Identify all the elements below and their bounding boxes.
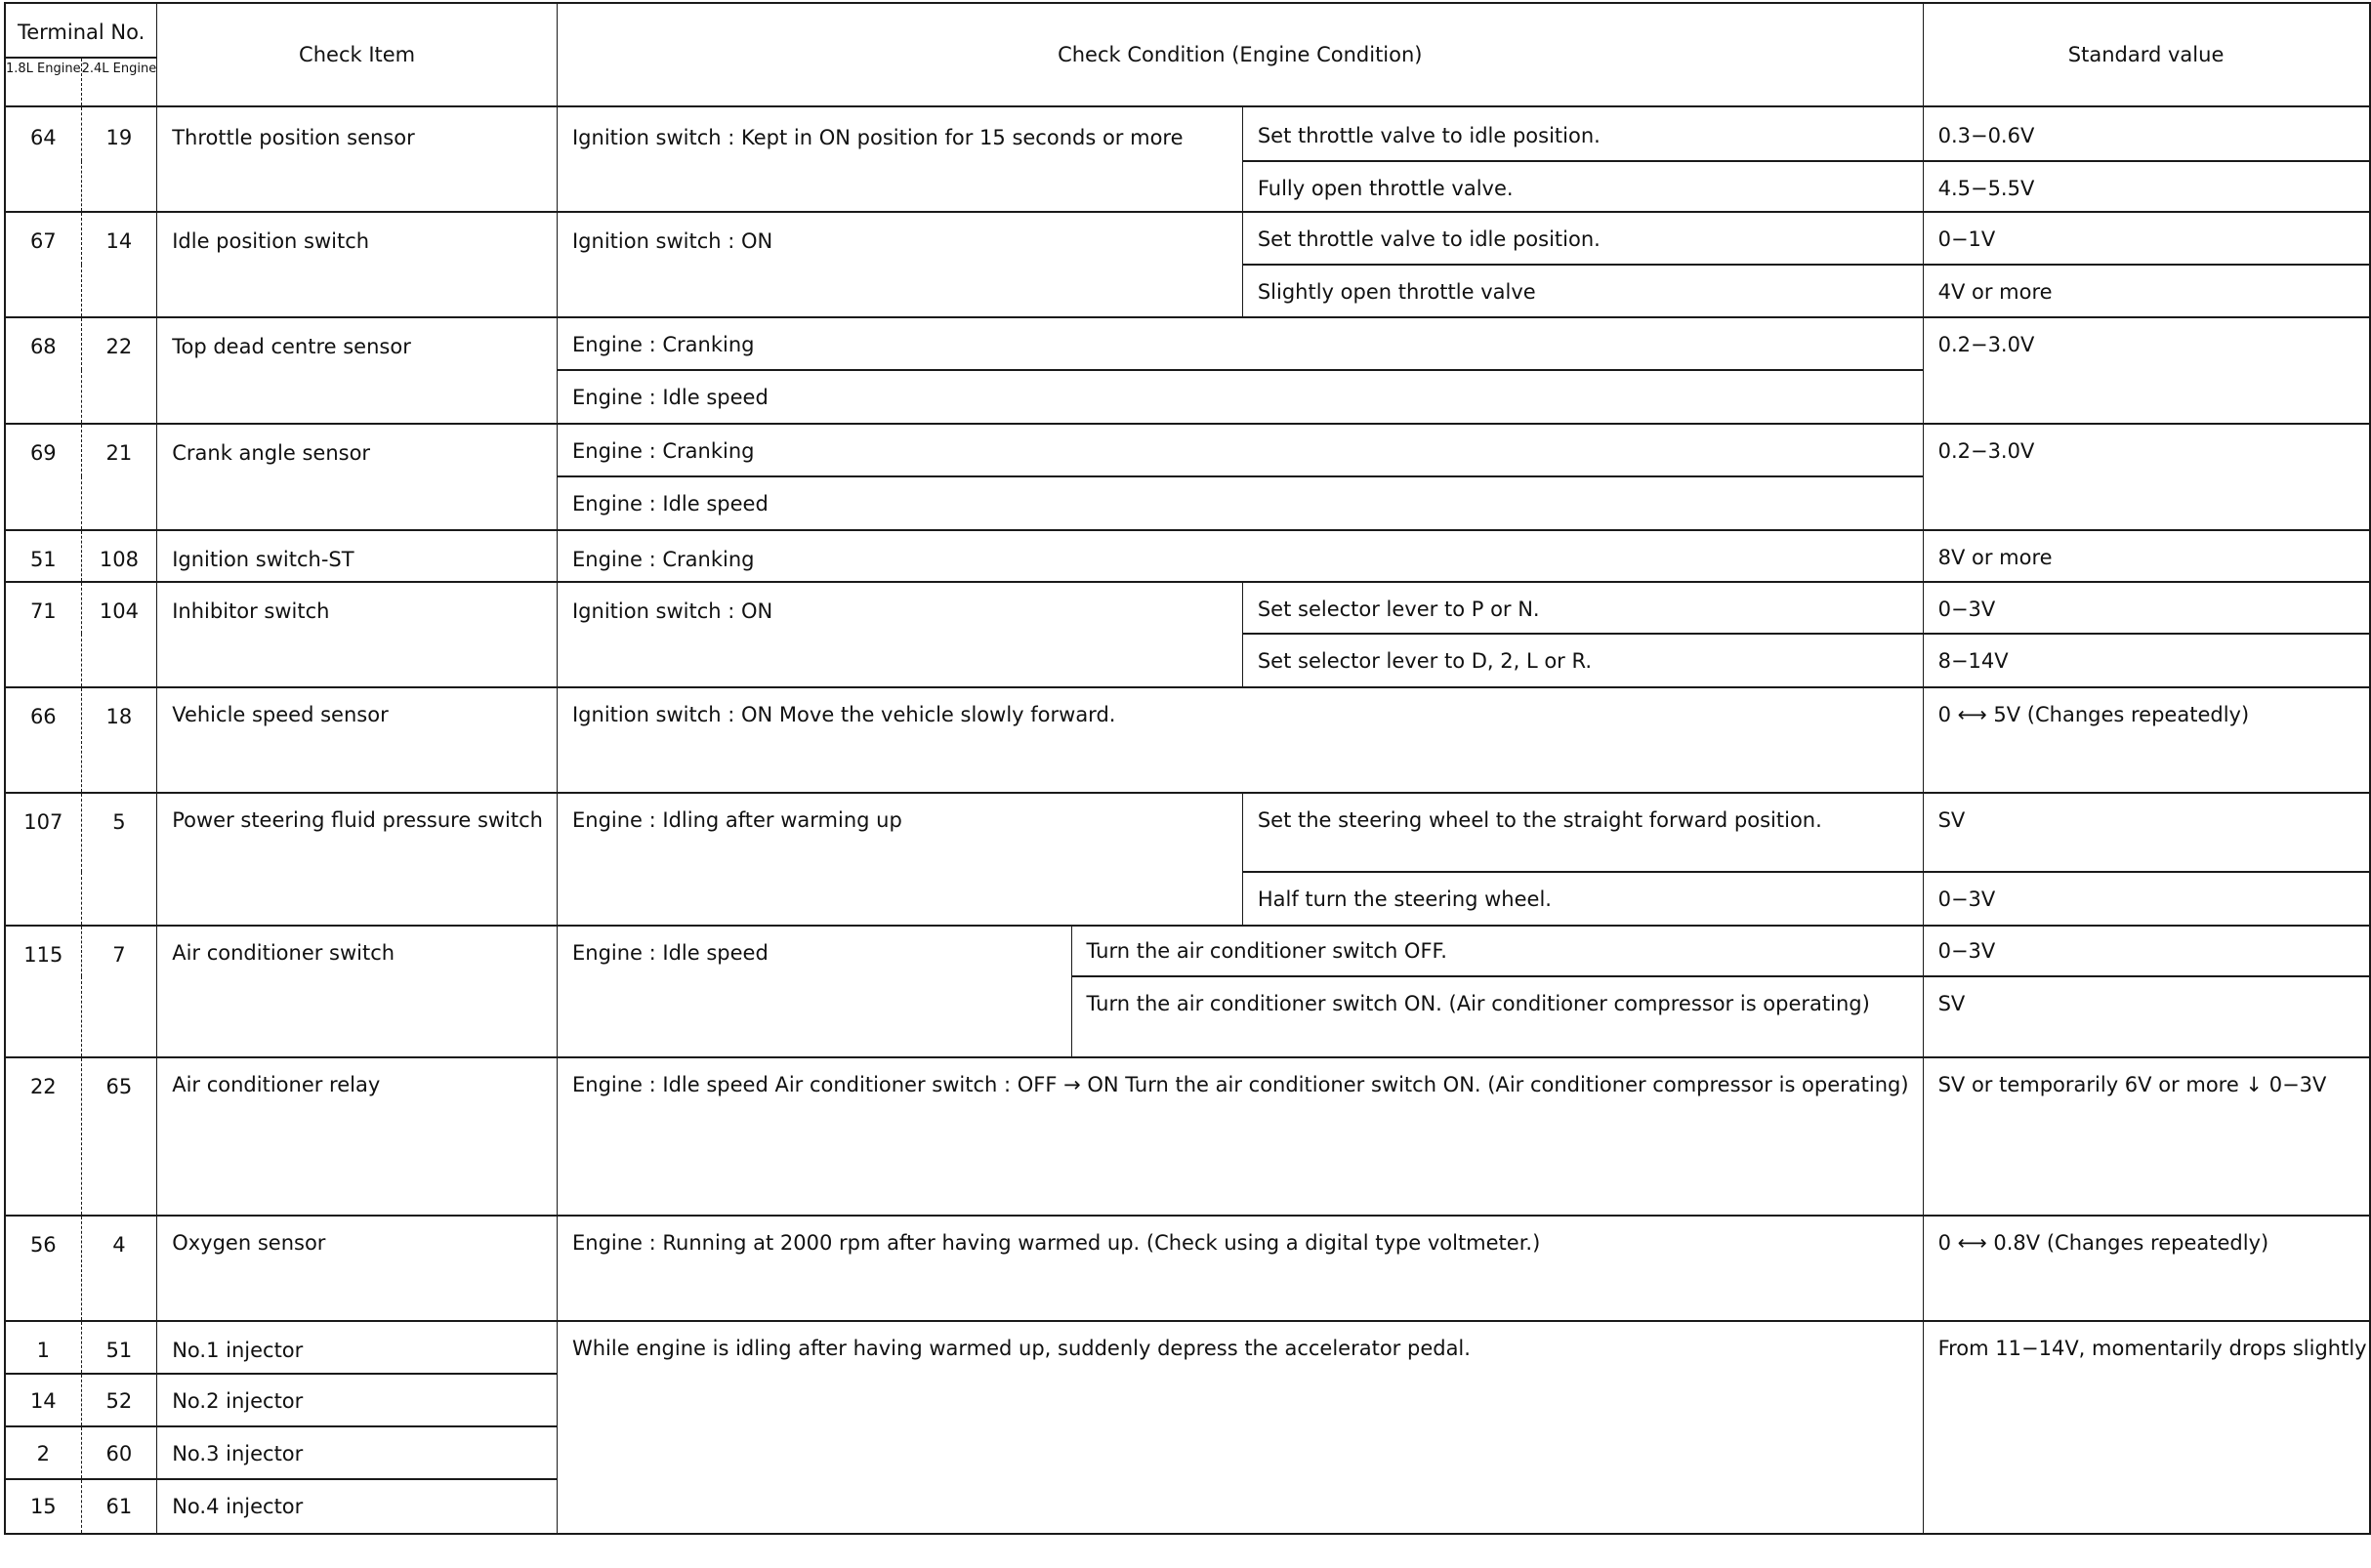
standard-value: 0−3V [1923,872,2370,926]
terminal-1-8l: 68 [5,317,81,424]
check-condition: Engine : Cranking [557,424,1923,476]
standard-value: 0−3V [1923,926,2370,976]
standard-value: 4V or more [1923,265,2370,317]
standard-value: From 11−14V, momentarily drops slightly [1923,1321,2370,1534]
sub-condition: Set selector lever to D, 2, L or R. [1242,634,1923,687]
terminal-voltage-check-table [4,2,2371,1535]
terminal-1-8l: 64 [5,106,81,212]
check-item: Air conditioner switch [157,926,558,1057]
terminal-2-4l: 60 [81,1426,157,1479]
standard-value: SV or temporarily 6V or more ↓ 0−3V [1923,1057,2370,1216]
sub-condition: Turn the air conditioner switch OFF. [1071,926,1923,976]
check-condition: Engine : Idling after warming up [557,793,1242,926]
sub-condition: Turn the air conditioner switch ON. (Air conditioner compressor is operating) [1071,976,1923,1057]
terminal-2-4l: 14 [81,212,157,317]
standard-value: 0.3−0.6V [1923,106,2370,161]
check-item: Top dead centre sensor [157,317,558,424]
check-item: No.3 injector [157,1426,558,1479]
check-condition: While engine is idling after having warmed up, suddenly depress the accelerator pedal. [557,1321,1923,1534]
standard-value: 8−14V [1923,634,2370,687]
check-item: No.2 injector [157,1374,558,1426]
check-condition: Engine : Cranking [557,530,1923,582]
terminal-1-8l: 67 [5,212,81,317]
header-terminal-no: Terminal No. [5,3,157,58]
terminal-2-4l: 52 [81,1374,157,1426]
check-item: Inhibitor switch [157,582,558,687]
sub-condition: Slightly open throttle valve [1242,265,1923,317]
standard-value: 0−3V [1923,582,2370,634]
terminal-1-8l: 15 [5,1479,81,1534]
terminal-2-4l: 5 [81,793,157,926]
header-standard-value: Standard value [1923,3,2370,106]
standard-value: 0.2−3.0V [1923,317,2370,424]
terminal-2-4l: 61 [81,1479,157,1534]
check-condition: Ignition switch : ON [557,212,1242,317]
terminal-2-4l: 21 [81,424,157,530]
sub-condition: Half turn the steering wheel. [1242,872,1923,926]
terminal-1-8l: 66 [5,687,81,793]
terminal-2-4l: 22 [81,317,157,424]
terminal-1-8l: 22 [5,1057,81,1216]
terminal-1-8l: 51 [5,530,81,582]
header-check-item: Check Item [157,3,558,106]
terminal-1-8l: 56 [5,1216,81,1321]
check-condition: Ignition switch : Kept in ON position for 15 seconds or more [557,106,1242,212]
terminal-2-4l: 4 [81,1216,157,1321]
terminal-1-8l: 115 [5,926,81,1057]
check-item: Ignition switch-ST [157,530,558,582]
terminal-2-4l: 65 [81,1057,157,1216]
standard-value: SV [1923,976,2370,1057]
check-item: No.4 injector [157,1479,558,1534]
terminal-2-4l: 19 [81,106,157,212]
check-condition: Ignition switch : ON Move the vehicle slowly forward. [557,687,1923,793]
terminal-1-8l: 107 [5,793,81,926]
check-item: Throttle position sensor [157,106,558,212]
sub-condition: Set the steering wheel to the straight forward position. [1242,793,1923,872]
terminal-1-8l: 71 [5,582,81,687]
sub-condition: Fully open throttle valve. [1242,161,1923,212]
check-item: Vehicle speed sensor [157,687,558,793]
check-item: Air conditioner relay [157,1057,558,1216]
sub-condition: Set throttle valve to idle position. [1242,106,1923,161]
check-item: No.1 injector [157,1321,558,1374]
check-condition: Ignition switch : ON [557,582,1242,687]
terminal-1-8l: 2 [5,1426,81,1479]
terminal-2-4l: 104 [81,582,157,687]
standard-value: 0.2−3.0V [1923,424,2370,530]
check-item: Crank angle sensor [157,424,558,530]
standard-value: 0−1V [1923,212,2370,265]
sub-condition: Set throttle valve to idle position. [1242,212,1923,265]
check-condition: Engine : Idle speed [557,476,1923,530]
standard-value: 0 ⟷ 0.8V (Changes repeatedly) [1923,1216,2370,1321]
terminal-2-4l: 7 [81,926,157,1057]
terminal-1-8l: 1 [5,1321,81,1374]
check-item: Power steering fluid pressure switch [157,793,558,926]
header-engine-1-8l: 1.8L Engine [5,58,81,106]
check-condition: Engine : Idle speed Air conditioner switch : OFF → ON Turn the air conditioner switch ON. (Air conditioner compressor is operating) [557,1057,1923,1216]
standard-value: 4.5−5.5V [1923,161,2370,212]
standard-value: 0 ⟷ 5V (Changes repeatedly) [1923,687,2370,793]
standard-value: 8V or more [1923,530,2370,582]
terminal-1-8l: 69 [5,424,81,530]
check-condition: Engine : Cranking [557,317,1923,370]
header-engine-2-4l: 2.4L Engine [81,58,157,106]
sub-condition: Set selector lever to P or N. [1242,582,1923,634]
check-item: Oxygen sensor [157,1216,558,1321]
terminal-2-4l: 18 [81,687,157,793]
terminal-1-8l: 14 [5,1374,81,1426]
terminal-2-4l: 51 [81,1321,157,1374]
terminal-2-4l: 108 [81,530,157,582]
check-condition: Engine : Running at 2000 rpm after having warmed up. (Check using a digital type voltmeter.) [557,1216,1923,1321]
standard-value: SV [1923,793,2370,872]
header-check-condition: Check Condition (Engine Condition) [557,3,1923,106]
check-item: Idle position switch [157,212,558,317]
check-condition: Engine : Idle speed [557,926,1071,1057]
check-condition: Engine : Idle speed [557,370,1923,424]
